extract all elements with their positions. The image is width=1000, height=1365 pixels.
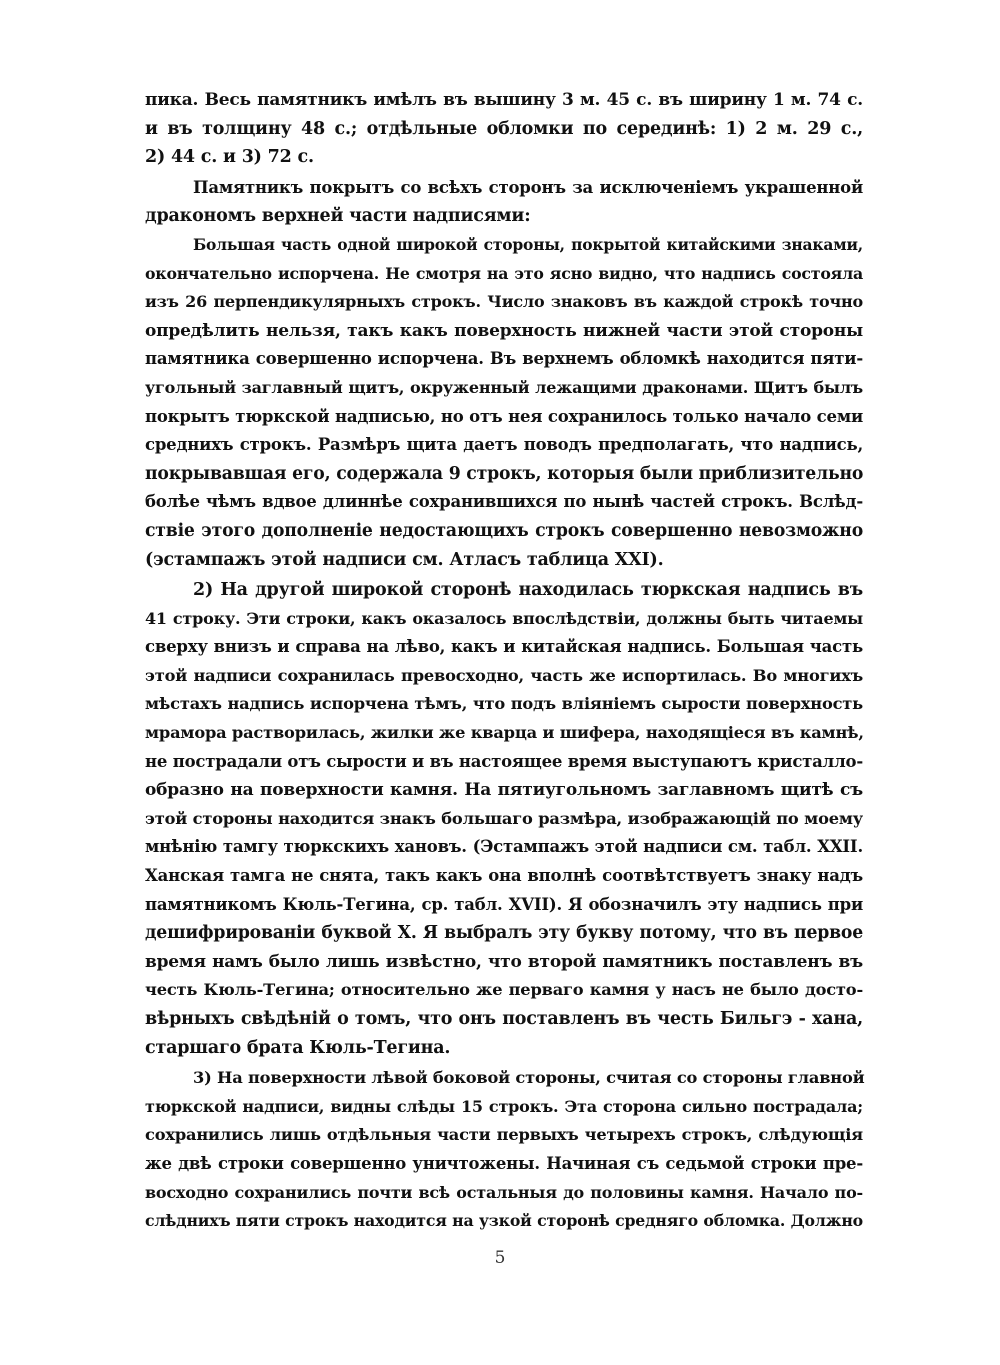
- text-line: восходно сохранились почти всѣ остальныя до половины камня. Начало по-: [145, 1182, 863, 1202]
- text-line: 3) На поверхности лѣвой боковой стороны, считая со стороны главной: [193, 1068, 865, 1088]
- text-line: мрамора растворилась, жилки же кварца и шифера, находящіеся въ камнѣ,: [145, 723, 864, 743]
- text-line: сверху внизъ и справа на лѣво, какъ и китайская надпись. Большая часть: [145, 637, 863, 657]
- text-line: пика. Весь памятникъ имѣлъ въ вышину 3 м. 45 с. въ ширину 1 м. 74 с.: [145, 90, 863, 110]
- text-line: Ханская тамга не снята, такъ какъ она вполнѣ соотвѣтствуетъ знаку надъ: [145, 866, 863, 886]
- text-line: Памятникъ покрытъ со всѣхъ сторонъ за исключеніемъ украшенной: [193, 177, 863, 197]
- text-line: 41 строку. Эти строки, какъ оказалось впослѣдствіи, должны быть читаемы: [145, 608, 863, 628]
- paragraph: [145, 1064, 863, 1236]
- text-line: угольный заглавный щитъ, окруженный лежащими драконами. Щитъ былъ: [145, 377, 863, 397]
- text-line: вѣрныхъ свѣдѣній о томъ, что онъ поставленъ въ честь Бильгэ - хана,: [145, 1009, 863, 1029]
- text-line: этой стороны находится знакъ большаго размѣра, изображающій по моему: [145, 808, 863, 828]
- text-line: мѣстахъ надпись испорчена тѣмъ, что подъ вліяніемъ сырости поверхность: [145, 694, 863, 714]
- text-line: честь Кюль-Тегина; относительно же перваго камня у насъ не было досто-: [145, 980, 863, 1000]
- text-line: образно на поверхности камня. На пятиугольномъ заглавномъ щитѣ съ: [145, 780, 863, 801]
- text-line: среднихъ строкъ. Размѣръ щита даетъ поводъ предполагать, что надпись,: [145, 435, 863, 455]
- text-line: Большая часть одной широкой стороны, покрытой китайскими знаками,: [193, 234, 863, 254]
- text-line: покрытъ тюркской надписью, но отъ нея сохранилось только начало семи: [145, 406, 863, 426]
- text-line: памятника совершенно испорчена. Въ верхнемъ обломкѣ находится пяти-: [145, 349, 863, 369]
- text-line: окончательно испорчена. Не смотря на это ясно видно, что надпись состояла: [145, 263, 863, 283]
- text-line: старшаго брата Кюль-Тегина.: [145, 1037, 451, 1058]
- text-line: сохранились лишь отдѣльныя части первыхъ четырехъ строкъ, слѣдующія: [145, 1125, 863, 1145]
- text-line: покрывавшая его, содержала 9 строкъ, которыя были приблизительно: [145, 463, 864, 484]
- text-line: слѣднихъ пяти строкъ находится на узкой сторонѣ средняго обломка. Должно: [145, 1211, 863, 1231]
- paragraph: [145, 86, 863, 172]
- text-line: дракономъ верхней части надписями:: [145, 206, 531, 227]
- text-line: опредѣлить нельзя, такъ какъ поверхность нижней части этой стороны: [145, 320, 863, 341]
- paragraph: [145, 174, 863, 231]
- text-line: не пострадали отъ сырости и въ настоящее время выступаютъ кристалло-: [145, 751, 863, 771]
- text-line: болѣе чѣмъ вдвое длиннѣе сохранившихся по нынѣ частей строкъ. Вслѣд-: [145, 492, 863, 512]
- text-line: и въ толщину 48 с.; отдѣльные обломки по серединѣ: 1) 2 м. 29 с.,: [145, 118, 863, 139]
- text-line: мнѣнію тамгу тюркскихъ хановъ. (Эстампажъ этой надписи см. табл. XXII.: [145, 837, 863, 857]
- text-line: памятникомъ Кюль-Тегина, ср. табл. XVII). Я обозначилъ эту надпись при: [145, 894, 863, 914]
- text-line: 2) На другой широкой сторонѣ находилась тюркская надпись въ: [193, 580, 863, 601]
- paragraph: [145, 576, 863, 1062]
- paragraph: [145, 231, 863, 574]
- page-number: 5: [494, 1248, 506, 1268]
- text-line: же двѣ строки совершенно уничтожены. Начиная съ седьмой строки пре-: [145, 1153, 863, 1173]
- body-text: [145, 86, 863, 1236]
- text-line: (эстампажъ этой надписи см. Атласъ таблица XXI).: [145, 549, 664, 570]
- text-line: время намъ было лишь извѣстно, что второй памятникъ поставленъ въ: [145, 951, 863, 972]
- text-line: тюркской надписи, видны слѣды 15 строкъ. Эта сторона сильно пострадала;: [145, 1096, 863, 1116]
- text-line: ствіе этого дополненіе недостающихъ строкъ совершенно невозможно: [145, 520, 863, 541]
- text-line: этой надписи сохранилась превосходно, часть же испортилась. Во многихъ: [145, 665, 863, 685]
- text-line: дешифрированіи буквой X. Я выбралъ эту букву потому, что въ первое: [145, 923, 863, 944]
- text-line: 2) 44 с. и 3) 72 с.: [145, 147, 314, 168]
- text-line: изъ 26 перпендикулярныхъ строкъ. Число знаковъ въ каждой строкѣ точно: [145, 292, 863, 312]
